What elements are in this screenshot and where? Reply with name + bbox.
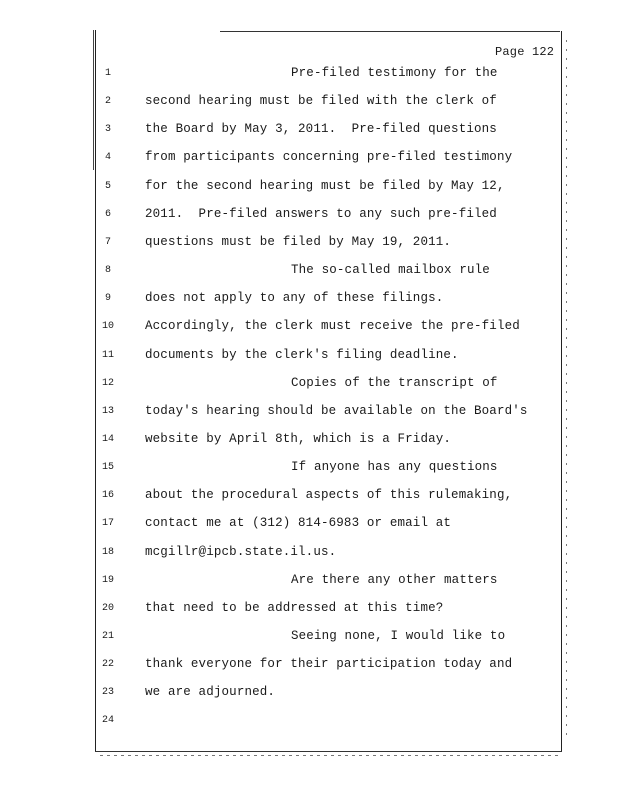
line-number: 1: [104, 68, 111, 79]
transcript-line: [0, 150, 618, 168]
line-text: website by April 8th, which is a Friday.: [145, 431, 452, 446]
line-number: 15: [101, 462, 114, 474]
transcript-line: [0, 713, 618, 731]
transcript-line: [0, 516, 618, 534]
transcript-line: [0, 348, 618, 366]
transcript-line: [0, 376, 618, 394]
line-number: 23: [101, 687, 114, 699]
line-text: 2011. Pre-filed answers to any such pre-filed: [145, 206, 497, 221]
line-number: 16: [101, 490, 114, 502]
line-number: 24: [101, 715, 114, 727]
line-number: 14: [101, 433, 114, 445]
line-text: Accordingly, the clerk must receive the pre-filed: [145, 319, 520, 334]
line-text: Are there any other matters: [291, 572, 498, 587]
line-number: 3: [104, 124, 111, 136]
transcript-line: [0, 94, 618, 112]
line-number: 8: [104, 265, 111, 277]
transcript-line: [0, 404, 618, 422]
transcript-line: [0, 263, 618, 281]
line-number: 12: [101, 377, 114, 389]
transcript-line: [0, 573, 618, 591]
bottom-scan-artifact: [100, 755, 560, 756]
line-number: 22: [101, 659, 114, 671]
line-text: The so-called mailbox rule: [291, 263, 490, 278]
transcript-line: [0, 66, 618, 84]
top-border-line: [220, 31, 560, 32]
line-number: 5: [104, 180, 111, 192]
line-number: 6: [104, 208, 111, 220]
line-text: Pre-filed testimony for the: [291, 66, 498, 80]
transcript-line: [0, 319, 618, 337]
transcript-line: [0, 685, 618, 703]
line-text: documents by the clerk's filing deadline.: [145, 347, 459, 362]
line-text: from participants concerning pre-filed testimony: [145, 150, 513, 165]
line-text: If anyone has any questions: [291, 460, 498, 475]
page-number: Page 122: [495, 45, 555, 59]
line-number: 20: [101, 602, 114, 614]
line-number: 13: [101, 405, 114, 417]
line-text: mcgillr@ipcb.state.il.us.: [145, 544, 337, 559]
line-text: today's hearing should be available on the Board's: [145, 403, 528, 418]
transcript-line: [0, 601, 618, 619]
line-text: Seeing none, I would like to: [291, 629, 506, 643]
transcript-line: [0, 545, 618, 563]
line-text: thank everyone for their participation today and: [145, 657, 513, 672]
bottom-border-line: [95, 751, 562, 752]
line-number: 17: [101, 518, 114, 530]
transcript-line: [0, 629, 618, 647]
line-text: that need to be addressed at this time?: [145, 600, 444, 615]
line-number: 2: [104, 96, 111, 108]
line-text: for the second hearing must be filed by May 12,: [145, 178, 505, 193]
transcript-line: [0, 235, 618, 253]
transcript-line: [0, 122, 618, 140]
line-text: questions must be filed by May 19, 2011.: [145, 234, 452, 249]
line-text: does not apply to any of these filings.: [145, 291, 444, 306]
line-text: contact me at (312) 814-6983 or email at: [145, 516, 452, 531]
line-text: we are adjourned.: [145, 685, 276, 700]
line-number: 21: [101, 631, 114, 642]
transcript-line: [0, 291, 618, 309]
line-number: 18: [101, 546, 114, 558]
transcript-line: [0, 657, 618, 675]
transcript-line: [0, 488, 618, 506]
line-number: 4: [104, 152, 111, 164]
line-text: second hearing must be filed with the clerk of: [145, 94, 497, 109]
line-number: 7: [104, 236, 111, 248]
line-number: 11: [101, 349, 114, 361]
line-number: 19: [101, 574, 114, 586]
line-text: Copies of the transcript of: [291, 375, 498, 390]
transcript-line: [0, 207, 618, 225]
line-text: about the procedural aspects of this rulemaking,: [145, 488, 513, 503]
transcript-line: [0, 179, 618, 197]
line-number: 10: [101, 321, 114, 333]
line-number: 9: [104, 293, 111, 305]
transcript-line: [0, 460, 618, 478]
transcript-line: [0, 432, 618, 450]
line-text: the Board by May 3, 2011. Pre-filed questions: [145, 122, 497, 137]
